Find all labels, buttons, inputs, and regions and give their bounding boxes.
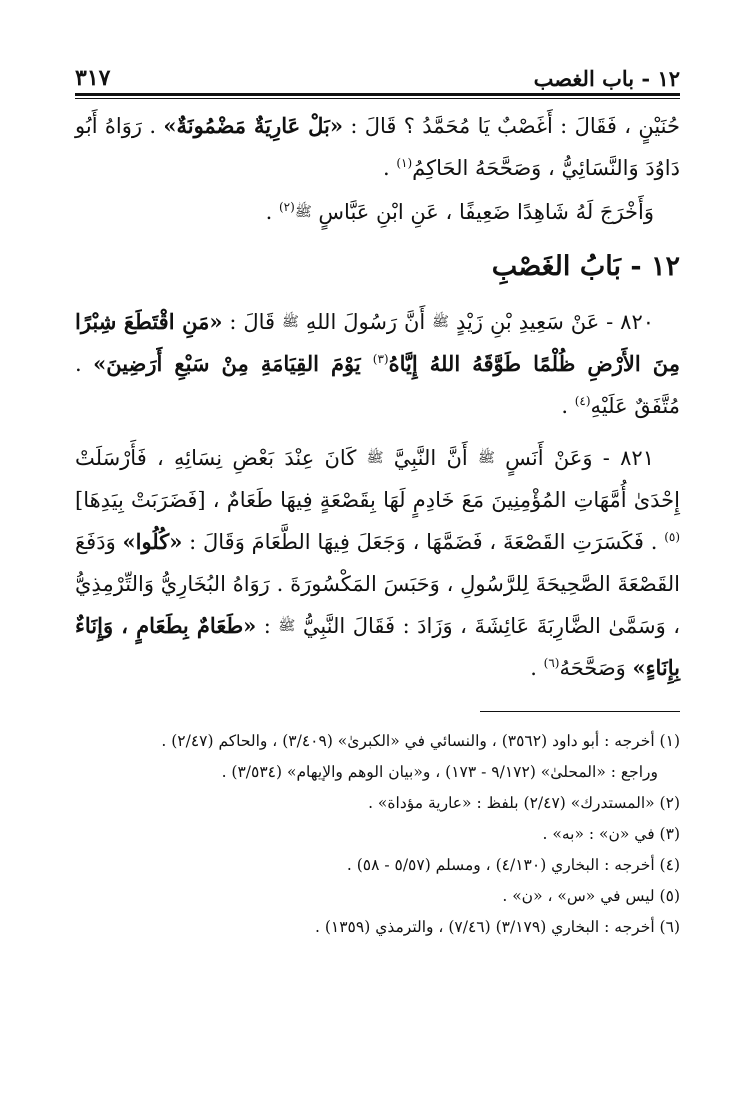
footnote-6: (٦) أخرجه : البخاري (٣/١٧٩) (٧/٤٦) ، والترمذي (١٣٥٩) . (315, 918, 680, 936)
footnote-1-continued: وراجع : «المحلىٰ» (٩/١٧٢ - ١٧٣) ، و«بيان الوهم والإيهام» (٣/٥٣٤) . (221, 763, 658, 781)
text-run: ٨٢٠ - عَنْ سَعِيدِ بْنِ زَيْدٍ (449, 310, 655, 334)
prophetic-quote: «طَعَامٌ بِطَعَامٍ ، وَإِنَاءٌ بِإِنَاءٍ» (75, 613, 680, 680)
text-run: . (561, 394, 575, 418)
prophetic-quote: «كُلُوا» (122, 529, 183, 554)
honorific-glyph: ﷺ (432, 314, 450, 330)
text-run: . فَكَسَرَتِ القَصْعَةَ ، فَضَمَّهَا ، وَجَعَلَ فِيهَا الطَّعَامَ وَقَالَ : (182, 530, 665, 554)
footnote-ref: (٤) (574, 394, 591, 408)
prophetic-quote: «بَلْ عَارِيَةٌ مَضْمُونَةٌ» (163, 113, 344, 138)
footnote-3: (٣) في «ن» : «به» . (542, 825, 680, 843)
footnote-5: (٥) ليس في «س» ، «ن» . (502, 887, 680, 905)
continued-paragraph (75, 105, 680, 189)
text-run: حُنَيْنٍ ، فَقَالَ : أَغَصْبٌ يَا مُحَمَّدُ ؟ قَالَ : (343, 114, 680, 138)
hadith-820 (75, 301, 680, 427)
footnote-ref: (٣) (372, 352, 389, 366)
text-run: وَدَفَعَ القَصْعَةَ الصَّحِيحَةَ لِلرَّسُولِ ، وَحَبَسَ المَكْسُورَةَ . رَوَاهُ البُخَارِيُّ وَالتِّرْمِذِيُّ ، وَسَمَّىٰ الضَّارِبَةَ عَائِشَةَ ، وَزَادَ : فَقَالَ النَّبِيُّ (75, 530, 681, 638)
prophetic-quote: يَوْمَ القِيَامَةِ مِنْ سَبْعِ أَرَضِينَ» (93, 351, 373, 376)
text-run: أَنَّ رَسُولَ اللهِ (298, 310, 433, 334)
footnote-ref: (١) (396, 156, 413, 170)
hadith-821 (75, 437, 680, 689)
text-run: . (265, 200, 279, 224)
text-run: أَنَّ النَّبِيَّ (383, 446, 478, 470)
text-run: قَالَ : (222, 310, 282, 334)
footnote-ref: (٥) (664, 530, 681, 544)
text-run: : (256, 614, 279, 638)
header-rule-thin (75, 98, 680, 99)
honorific-glyph: ﷺ (282, 314, 299, 330)
chapter-running-title: ١٢ - باب الغصب (533, 66, 680, 91)
prophetic-quote: «مَنِ اقْتَطَعَ شِبْرًا مِنَ الأَرْضِ ظُلْمًا طَوَّقَهُ اللهُ إِيَّاهُ (75, 309, 680, 376)
text-run: وَصَحَّحَهُ (559, 656, 633, 680)
text-run: وَأَخْرَجَ لَهُ شَاهِدًا ضَعِيفًا ، عَنِ ابْنِ عَبَّاسٍ (311, 200, 654, 224)
footnote-ref: (٦) (543, 656, 560, 670)
text-run: كَانَ عِنْدَ بَعْضِ نِسَائِهِ ، فَأَرْسَلَتْ إِحْدَىٰ أُمَّهَاتِ المُؤْمِنِينَ مَعَ خَادِمٍ لَهَا بِقَصْعَةٍ فِيهَا طَعَامٌ ، [فَضَرَبَتْ بِيَدِهَا] (75, 446, 680, 512)
footnotes (75, 726, 680, 943)
running-header (75, 55, 680, 91)
text-run: ٨٢١ - وَعَنْ أَنَسٍ (494, 446, 654, 470)
honorific-glyph: ﷺ (477, 450, 495, 466)
supporting-narration (75, 191, 680, 233)
footnote-1: (١) أخرجه : أبو داود (٣٥٦٢) ، والنسائي في «الكبرىٰ» (٣/٤٠٩) ، والحاكم (٢/٤٧) . (161, 732, 680, 750)
footnote-2: (٢) «المستدرك» (٢/٤٧) بلفظ : «عارية مؤداة» . (368, 794, 680, 812)
footnote-ref: (٢) (278, 200, 295, 214)
text-run: . رَوَاهُ أَبُو دَاوُدَ وَالنَّسَائِيُّ ، وَصَحَّحَهُ الحَاكِمُ (75, 114, 680, 180)
honorific-glyph: ﷺ (278, 618, 296, 634)
chapter-title: ١٢ - بَابُ الغَصْبِ (491, 251, 680, 282)
header-rule-thick (75, 93, 680, 96)
page-number: ٣١٧ (75, 65, 111, 91)
main-text (75, 105, 680, 689)
footnote-4: (٤) أخرجه : البخاري (٤/١٣٠) ، ومسلم (٥/٥٧ - ٥٨) . (346, 856, 680, 874)
honorific-glyph: ﷺ (366, 450, 384, 466)
text-run: . مُتَّفَقٌ عَلَيْهِ (75, 352, 680, 418)
footnote-separator (480, 711, 680, 712)
honorific-glyph: ﷺ (294, 204, 312, 220)
text-run: . (382, 156, 397, 180)
book-page (75, 55, 680, 943)
text-run: . (530, 656, 544, 680)
